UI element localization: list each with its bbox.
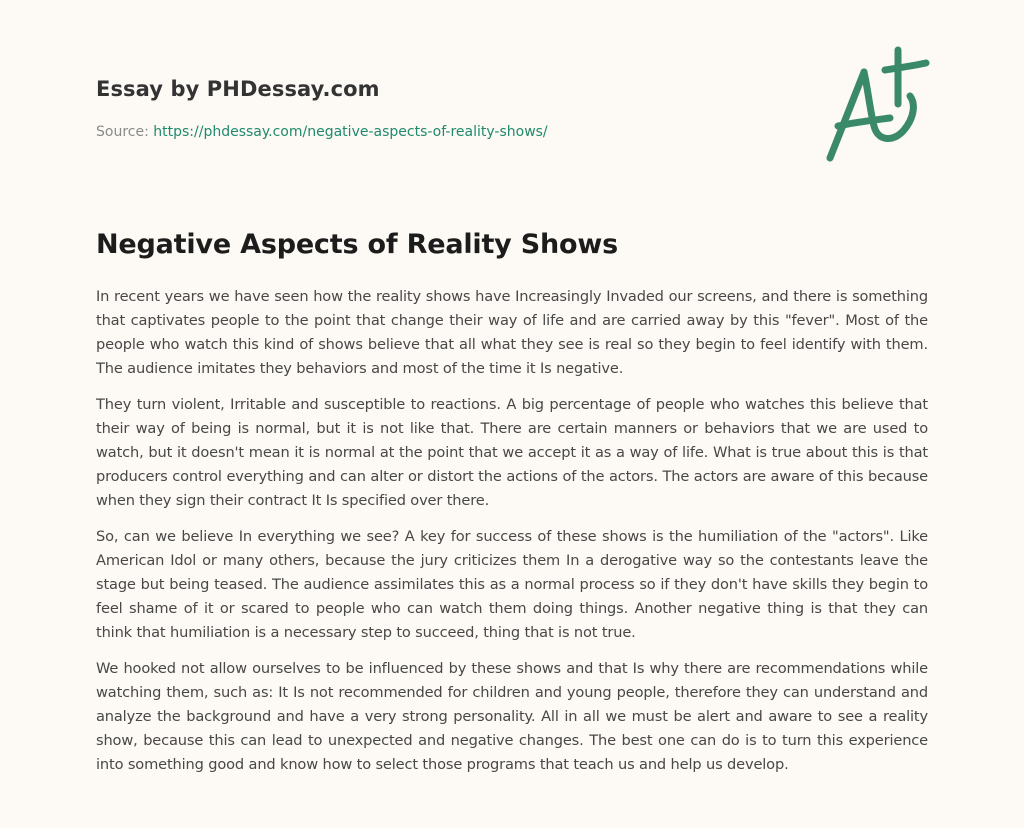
- source-link[interactable]: https://phdessay.com/negative-aspects-of-reality-shows/: [153, 124, 548, 140]
- source-label: Source:: [96, 124, 149, 140]
- page-header: [96, 74, 796, 142]
- paragraph-4: We hooked not allow ourselves to be influenced by these shows and that Is why there are recommendations while watching them, such as: It Is not recommended for children and young people, therefore they can understand and analyze the background and have a very strong personality. All in all we must be alert and aware to see a reality show, because this can lead to unexpected and negative changes. The best one can do is to turn this experience into something good and know how to select those programs that teach us and help us develop.: [96, 660, 928, 773]
- paragraph-1: In recent years we have seen how the reality shows have Increasingly Invaded our screens, and there is something that captivates people to the point that change their way of life and are carried away by this "fever". Most of the people who watch this kind of shows believe that all what they see is real so they begin to feel identify with them. The audience imitates they behaviors and most of the time it Is negative.: [96, 288, 928, 377]
- source-line: [96, 122, 796, 142]
- paragraph-3: So, can we believe In everything we see? A key for success of these shows is the humiliation of the "actors". Like American Idol or many others, because the jury criticizes them In a derogative way so the contestants leave the stage but being teased. The audience assimilates this as a normal process so if they don't have skills they begin to feel shame of it or scared to people who can watch them doing things. Another negative thing is that they can think that humiliation is a necessary step to succeed, thing that is not true.: [96, 528, 928, 641]
- a-plus-grade-icon: [818, 38, 938, 168]
- article-title: Negative Aspects of Reality Shows: [96, 229, 618, 260]
- brand-title: Essay by PHDessay.com: [96, 77, 380, 101]
- article-body: [96, 285, 928, 789]
- paragraph-2: They turn violent, Irritable and susceptible to reactions. A big percentage of people who watches this believe that their way of being is normal, but it is not like that. There are certain manners or behaviors that we are used to watch, but it doesn't mean it is normal at the point that we accept it as a way of life. What is true about this is that producers control everything and can alter or distort the actions of the actors. The actors are aware of this because when they sign their contract It Is specified over there.: [96, 396, 928, 509]
